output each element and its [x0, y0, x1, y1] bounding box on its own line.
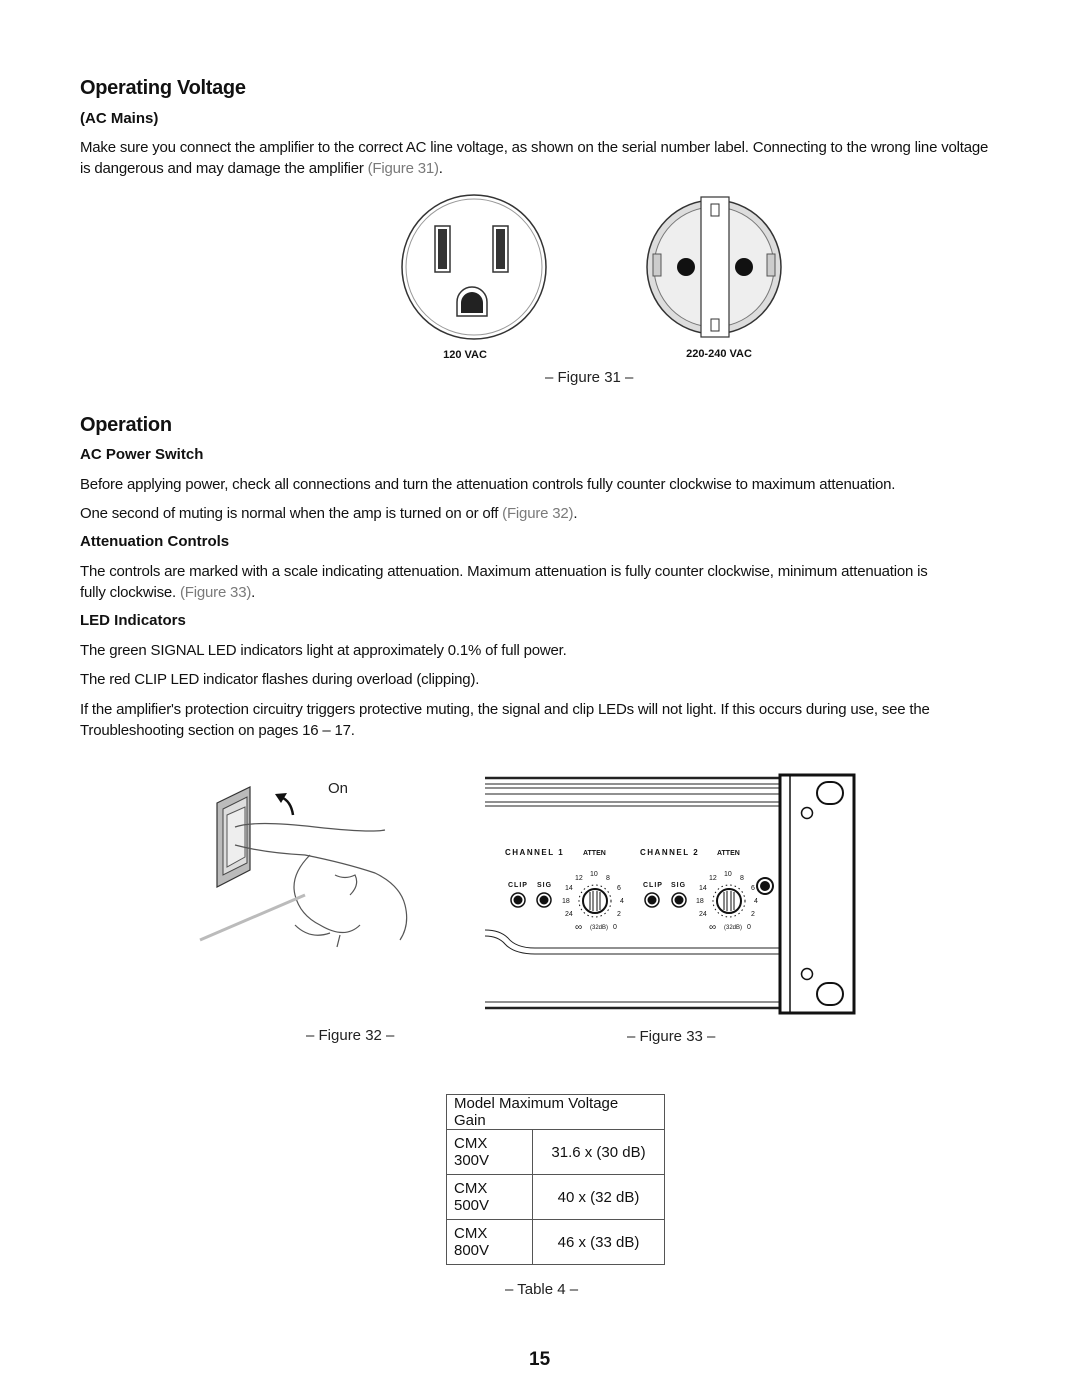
- scale-tick-label: 12: [575, 875, 583, 882]
- paragraph-led-1: The green SIGNAL LED indicators light at approximately 0.1% of full power.: [80, 642, 567, 659]
- atten-knob-2[interactable]: [713, 885, 745, 917]
- subheading-ac-mains: (AC Mains): [80, 110, 159, 127]
- paragraph-led-3: If the amplifier's protection circuitry triggers protective muting, the signal and clip LEDs will not light. If this occurs during use, see the Troubleshooting section on pages 16 – 17.: [80, 701, 930, 739]
- figure-31-caption: – Figure 31 –: [545, 369, 634, 386]
- wall-edge-line: [200, 895, 305, 940]
- atten-label-2: ATTEN: [717, 850, 740, 857]
- scale-tick-label: 10: [724, 871, 732, 878]
- rack-ear: [780, 775, 854, 1013]
- scale-tick-label: 8: [740, 875, 744, 882]
- gain-note-label: (32dB): [724, 925, 743, 931]
- channel-2-label: CHANNEL 2: [640, 848, 700, 857]
- scale-tick-label: 6: [617, 885, 621, 892]
- figure-32-link[interactable]: (Figure 32): [502, 505, 574, 522]
- scale-infinity-label: ∞: [709, 922, 717, 933]
- sig-label-1: SIG: [537, 882, 553, 889]
- figure-33-amp-panel: [480, 770, 860, 1020]
- table-4-caption: – Table 4 –: [505, 1281, 579, 1298]
- gain-cell: 31.6 x (30 dB): [533, 1130, 665, 1175]
- subheading-attenuation-controls: Attenuation Controls: [80, 533, 230, 550]
- atten-knob-1[interactable]: [579, 885, 611, 917]
- table-row: [447, 1130, 665, 1175]
- figure-31-link[interactable]: (Figure 31): [367, 160, 439, 177]
- outlet-220vac-label: 220-240 VAC: [686, 348, 752, 360]
- scale-tick-label: 6: [751, 885, 755, 892]
- paragraph-text-end: .: [251, 584, 256, 601]
- scale-tick-label: 14: [565, 885, 573, 892]
- table-row: [447, 1220, 665, 1265]
- scale-tick-label: 2: [617, 911, 621, 918]
- outlet-220vac-icon: [647, 197, 781, 337]
- paragraph-ac-mains: [80, 137, 1000, 179]
- channel-1-label: CHANNEL 1: [505, 848, 565, 857]
- paragraph-text: Make sure you connect the amplifier to the correct AC line voltage, as shown on the serial number label. Connecting to the wrong line voltage is dangerous and may damage the amplifier: [80, 139, 989, 177]
- section-title-operating-voltage: Operating Voltage: [80, 77, 246, 99]
- scale-tick-label: 8: [606, 875, 610, 882]
- paragraph-text-end: .: [573, 505, 578, 522]
- sig-label-2: SIG: [671, 882, 687, 889]
- scale-zero-label: 0: [747, 924, 751, 931]
- scale-tick-label: 4: [620, 898, 624, 905]
- page-number: 15: [529, 1349, 551, 1370]
- figure-33-link[interactable]: (Figure 33): [179, 584, 252, 601]
- table-header-row: [447, 1095, 665, 1130]
- subheading-led-indicators: LED Indicators: [80, 612, 186, 629]
- hand-icon: [235, 824, 407, 948]
- paragraph-text: The controls are marked with a scale indicating attenuation. Maximum attenuation is fully counter clockwise, minimum attenuation is fully clockwise.: [80, 563, 928, 601]
- figure-31-outlets: [395, 190, 795, 365]
- scale-zero-label: 0: [613, 924, 617, 931]
- clip-label-2: CLIP: [643, 882, 663, 889]
- table-header-cell: Model Maximum Voltage Gain: [447, 1095, 665, 1130]
- paragraph-text-end: .: [438, 160, 443, 177]
- section-title-operation: Operation: [80, 414, 172, 436]
- scale-tick-label: 10: [590, 871, 598, 878]
- figure-33-caption: – Figure 33 –: [627, 1028, 716, 1045]
- paragraph-led-2: The red CLIP LED indicator flashes during overload (clipping).: [80, 671, 480, 688]
- gain-cell: 46 x (33 dB): [533, 1220, 665, 1265]
- table-row: [447, 1175, 665, 1220]
- rocker-switch-icon: [217, 787, 250, 887]
- paragraph-power-1: Before applying power, check all connections and turn the attenuation controls fully counter clockwise to maximum attenuation.: [80, 476, 896, 493]
- outlet-120vac-icon: [402, 195, 546, 339]
- gain-table: [446, 1094, 665, 1265]
- scale-tick-label: 14: [699, 885, 707, 892]
- clip-label-1: CLIP: [508, 882, 528, 889]
- subheading-ac-power-switch: AC Power Switch: [80, 446, 204, 463]
- model-cell: CMX 300V: [447, 1130, 533, 1175]
- model-cell: CMX 800V: [447, 1220, 533, 1265]
- gain-note-label: (32dB): [590, 925, 609, 931]
- scale-tick-label: 12: [709, 875, 717, 882]
- gain-cell: 40 x (32 dB): [533, 1175, 665, 1220]
- paragraph-text: One second of muting is normal when the amp is turned on or off: [80, 505, 503, 522]
- figure-32-caption: – Figure 32 –: [306, 1027, 395, 1044]
- switch-on-label: On: [328, 780, 349, 797]
- scale-tick-label: 18: [562, 898, 570, 905]
- model-cell: CMX 500V: [447, 1175, 533, 1220]
- figure-32-power-switch: [195, 775, 455, 965]
- paragraph-attenuation: [80, 561, 940, 603]
- scale-tick-label: 2: [751, 911, 755, 918]
- scale-tick-label: 24: [565, 911, 573, 918]
- atten-label-1: ATTEN: [583, 850, 606, 857]
- scale-tick-label: 24: [699, 911, 707, 918]
- scale-tick-label: 4: [754, 898, 758, 905]
- paragraph-power-2: [80, 503, 1010, 524]
- outlet-120vac-label: 120 VAC: [443, 349, 487, 361]
- scale-infinity-label: ∞: [575, 922, 583, 933]
- scale-tick-label: 18: [696, 898, 704, 905]
